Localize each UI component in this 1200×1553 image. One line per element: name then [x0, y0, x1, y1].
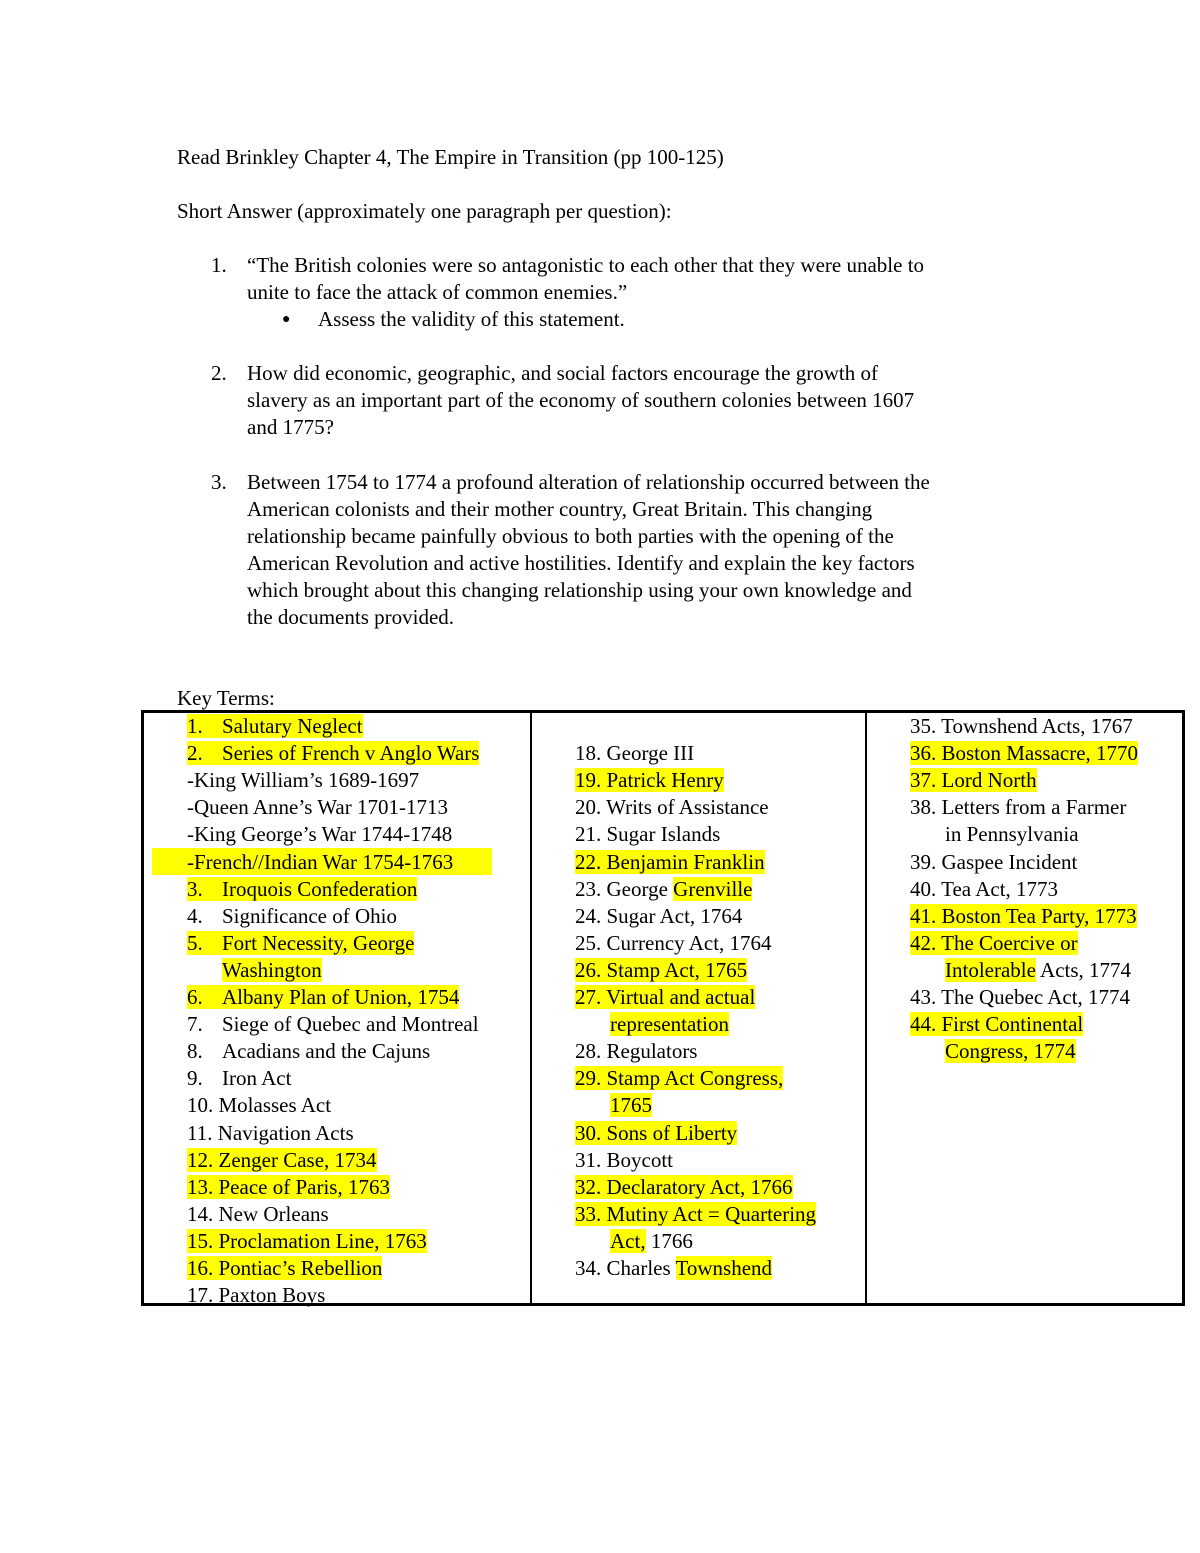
key-term-item [610, 1011, 729, 1038]
question-number: 1. [211, 253, 227, 277]
key-term-number: 7. [187, 1012, 203, 1037]
question-number: 3. [211, 470, 227, 494]
key-term-text: 21. Sugar Islands [575, 822, 721, 847]
question-number: 2. [211, 361, 227, 385]
key-term-entry [187, 741, 479, 765]
key-term-item [575, 794, 769, 821]
key-terms-column-1 [144, 713, 530, 1308]
key-term-text: 36. Boston Massacre, 1770 [910, 741, 1139, 766]
key-term-text: 25. Currency Act, 1764 [575, 930, 772, 955]
key-term-text: 24. Sugar Act, 1764 [575, 903, 743, 928]
key-term-text: -King George’s War 1744-1748 [187, 822, 453, 847]
key-term-item [575, 821, 720, 848]
key-term-text: Iron Act [222, 1066, 292, 1091]
key-term-text: 1766 [645, 1228, 693, 1253]
key-term-entry [187, 1039, 430, 1063]
key-term-text: 15. Proclamation Line, 1763 [187, 1228, 427, 1253]
reading-assignment: Read Brinkley Chapter 4, The Empire in Transition (pp 100-125) [177, 145, 724, 169]
key-term-text: 13. Peace of Paris, 1763 [187, 1174, 390, 1199]
key-term-item [910, 876, 1058, 903]
key-term-text: 38. Letters from a Farmer [910, 795, 1127, 820]
key-term-entry [187, 714, 363, 738]
key-term-item [187, 1147, 377, 1174]
key-term-item [187, 767, 419, 794]
key-term-text: 29. Stamp Act Congress, [575, 1066, 784, 1091]
key-term-entry [187, 985, 459, 1009]
key-term-text: 41. Boston Tea Party, 1773 [910, 903, 1137, 928]
key-term-text: 37. Lord North [910, 768, 1037, 793]
key-term-item [945, 821, 1079, 848]
key-term-item [187, 740, 479, 767]
key-term-text: 17. Paxton Boys [187, 1283, 326, 1308]
key-term-item [610, 1092, 652, 1119]
key-term-item [575, 1201, 816, 1228]
key-term-item [945, 1038, 1076, 1065]
key-term-text: 44. First Continental [910, 1012, 1084, 1037]
key-term-text: 31. Boycott [575, 1147, 673, 1172]
key-term-number: 4. [187, 903, 203, 928]
key-term-item [910, 903, 1137, 930]
key-term-entry [187, 1066, 291, 1090]
key-term-text: 42. The Coercive or [910, 930, 1078, 955]
key-term-text: 10. Molasses Act [187, 1093, 332, 1118]
key-term-highlight: Grenville [673, 876, 753, 901]
key-term-text: Siege of Quebec and Montreal [222, 1012, 479, 1037]
key-term-text: Washington [222, 957, 322, 982]
key-term-text: 12. Zenger Case, 1734 [187, 1147, 377, 1172]
key-term-text: 23. George [575, 876, 674, 901]
key-term-entry [187, 877, 417, 901]
key-term-text: 26. Stamp Act, 1765 [575, 957, 748, 982]
key-term-item [187, 713, 363, 740]
key-term-number: 1. [187, 714, 203, 738]
key-term-item [575, 1120, 737, 1147]
key-term-highlight: Townshend [675, 1256, 773, 1280]
key-term-item [187, 1120, 354, 1147]
key-term-number: 5. [187, 930, 203, 955]
key-term-text: Iroquois Confederation [222, 876, 418, 901]
question-text-line: American Revolution and active hostilities. Identify and explain the key factors [247, 551, 915, 575]
bullet-icon: ● [282, 312, 291, 327]
key-term-text: 33. Mutiny Act = Quartering [575, 1201, 817, 1226]
key-terms-column-3 [865, 713, 1185, 1303]
question-text-line: which brought about this changing relationship using your own knowledge and [247, 578, 912, 602]
question-bullet-text: Assess the validity of this statement. [318, 307, 625, 331]
key-term-item [575, 1147, 673, 1174]
question-text-line: How did economic, geographic, and social factors encourage the growth of [247, 361, 878, 385]
key-term-item [187, 1011, 479, 1038]
key-term-entry [187, 904, 397, 928]
key-terms-heading: Key Terms: [177, 686, 275, 710]
key-term-item [187, 930, 414, 957]
key-term-item [187, 1201, 329, 1228]
key-term-number: 3. [187, 876, 203, 901]
key-term-item [575, 740, 694, 767]
key-term-highlight: Act, [610, 1228, 646, 1253]
key-term-text: 14. New Orleans [187, 1201, 329, 1226]
key-term-item [187, 1092, 331, 1119]
key-term-text: 40. Tea Act, 1773 [910, 876, 1059, 901]
key-term-text: -French//Indian War 1754-1763 [187, 849, 454, 874]
key-term-item [575, 930, 772, 957]
key-term-text: 22. Benjamin Franklin [575, 849, 765, 874]
question-text-line: Between 1754 to 1774 a profound alteration of relationship occurred between the [247, 470, 930, 494]
key-term-text: 43. The Quebec Act, 1774 [910, 985, 1131, 1009]
key-term-text: Albany Plan of Union, 1754 [222, 985, 460, 1009]
question-text-line: unite to face the attack of common enemies.” [247, 280, 628, 304]
key-term-item [910, 930, 1078, 957]
key-term-item [910, 713, 1133, 740]
key-term-text: 19. Patrick Henry [575, 768, 724, 793]
key-term-item [575, 876, 752, 903]
key-term-item [187, 794, 448, 821]
key-term-item [187, 876, 417, 903]
key-term-item [187, 1228, 427, 1255]
key-term-item [187, 984, 459, 1011]
key-term-item [187, 1174, 390, 1201]
key-term-item [610, 1228, 693, 1255]
key-term-number: 6. [187, 985, 203, 1009]
key-term-item [575, 1038, 697, 1065]
key-term-item [910, 794, 1126, 821]
key-term-item [187, 1038, 430, 1065]
key-term-item [575, 1174, 793, 1201]
question-text-line: relationship became painfully obvious to both parties with the opening of the [247, 524, 894, 548]
key-term-text: 39. Gaspee Incident [910, 849, 1078, 874]
short-answer-heading: Short Answer (approximately one paragraph per question): [177, 199, 672, 223]
key-term-item [222, 957, 322, 984]
key-term-item [575, 1255, 772, 1282]
question-text-line: “The British colonies were so antagonistic to each other that they were unable to [247, 253, 925, 277]
key-term-item [187, 849, 453, 876]
key-term-text: 1765 [610, 1093, 652, 1118]
key-term-number: 9. [187, 1066, 203, 1091]
key-term-item [910, 740, 1138, 767]
key-term-text: 34. Charles [575, 1256, 676, 1280]
key-term-item [910, 984, 1130, 1011]
key-term-text: Congress, 1774 [945, 1039, 1076, 1064]
key-term-text: 18. George III [575, 741, 695, 766]
question-text-line: the documents provided. [247, 605, 455, 629]
key-term-item [575, 903, 742, 930]
key-term-item [910, 1011, 1083, 1038]
key-term-text: 16. Pontiac’s Rebellion [187, 1256, 383, 1280]
key-term-text: Significance of Ohio [222, 903, 397, 928]
key-term-number: 2. [187, 741, 203, 766]
key-term-entry [187, 931, 414, 955]
key-term-item [945, 957, 1131, 984]
key-term-text: 11. Navigation Acts [187, 1120, 354, 1145]
key-term-text: 30. Sons of Liberty [575, 1120, 738, 1145]
key-term-text: -King William’s 1689-1697 [187, 768, 420, 793]
key-term-text: Fort Necessity, George [222, 930, 415, 955]
key-term-item [575, 984, 755, 1011]
key-term-item [575, 767, 724, 794]
key-term-item [575, 1065, 783, 1092]
question-text-line: American colonists and their mother country, Great Britain. This changing [247, 497, 873, 521]
key-term-text: in Pennsylvania [945, 822, 1079, 847]
key-term-text: representation [610, 1012, 729, 1037]
key-term-text: Series of French v Anglo Wars [222, 741, 480, 766]
key-term-item [187, 1255, 382, 1282]
question-text-line: and 1775? [247, 415, 334, 439]
key-term-text: 35. Townshend Acts, 1767 [910, 714, 1133, 738]
key-term-item [187, 1065, 291, 1092]
key-terms-column-2 [530, 713, 865, 1303]
key-term-item [187, 903, 397, 930]
key-term-text: Salutary Neglect [222, 714, 363, 738]
key-term-text: Acadians and the Cajuns [222, 1039, 431, 1064]
key-term-text: -Queen Anne’s War 1701-1713 [187, 795, 448, 820]
key-term-entry [187, 1012, 479, 1036]
key-term-text: Acts, 1774 [1035, 957, 1132, 982]
key-terms-table [141, 710, 1185, 1306]
key-term-item [910, 849, 1077, 876]
key-term-item [187, 821, 452, 848]
key-term-item [910, 767, 1037, 794]
key-term-item [575, 957, 747, 984]
key-term-item [575, 849, 765, 876]
key-term-text: 27. Virtual and actual [575, 985, 756, 1009]
key-term-item [187, 1282, 325, 1309]
key-term-text: 32. Declaratory Act, 1766 [575, 1174, 793, 1199]
question-text-line: slavery as an important part of the economy of southern colonies between 1607 [247, 388, 915, 412]
key-term-highlight: Intolerable [945, 957, 1036, 982]
key-term-text: 28. Regulators [575, 1039, 698, 1064]
key-term-text: 20. Writs of Assistance [575, 795, 769, 820]
key-term-number: 8. [187, 1039, 203, 1064]
